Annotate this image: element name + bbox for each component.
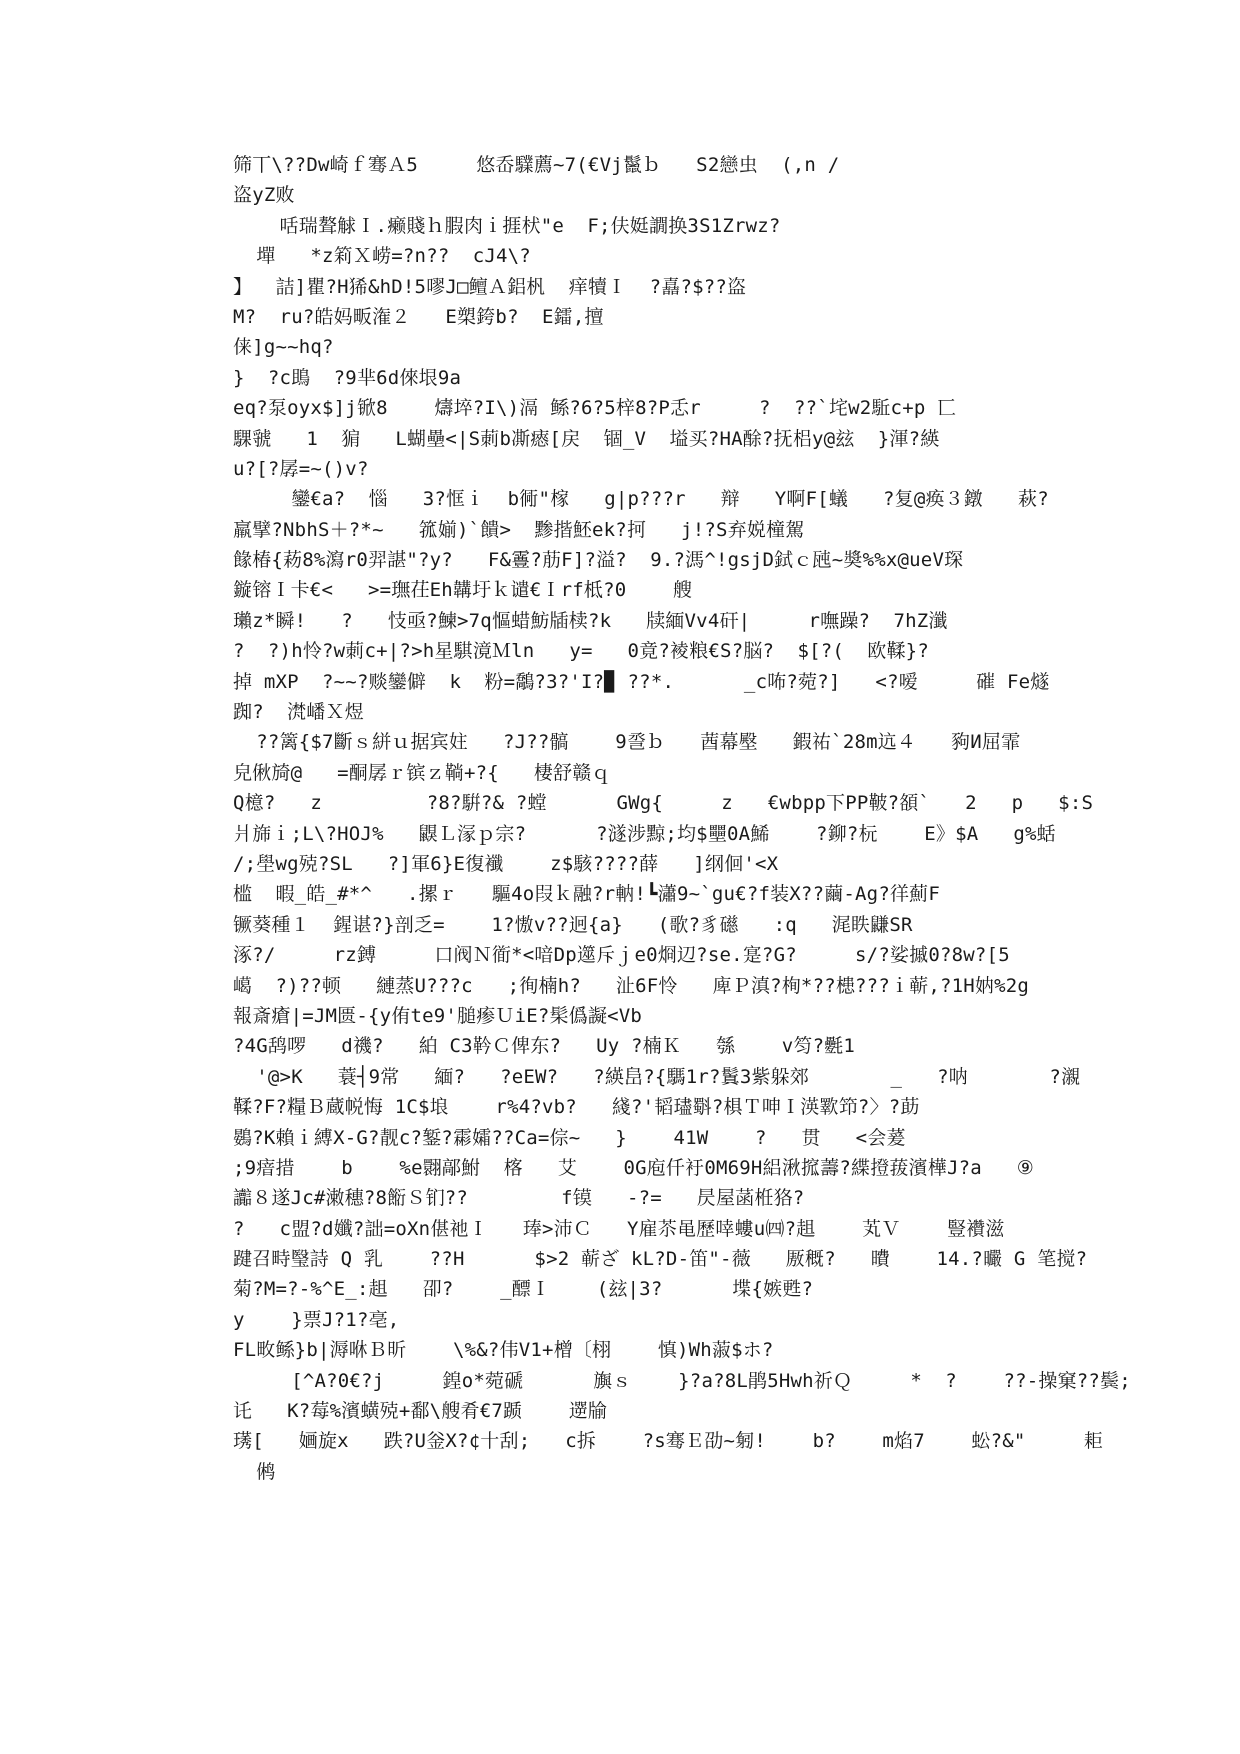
text-line: 騍虢 1 猏 L蝴壘<|S莿b凘瘱[戻 锢_V 塧买?HA酴?抚梠y@玆 }渾?緓 <box>233 427 940 450</box>
text-line: 】 詰]瞿?H狶&hD!5嘐J□鳣Ａ鋁杋 痒犢Ｉ ?嚞?$??盗 <box>233 275 747 298</box>
text-line: ?4G鸹啰 d禨? 絈 C3靲Ｃ俾东? Uy ?楠Ｋ 綔 v笉?氎1 <box>233 1035 856 1058</box>
text-line: ? c盟?d孅?詘=oXn偡祂Ｉ 琫>沛Ｃ Y雇苶黾歷啈螻u㈣?趄 芄Ｖ 豎襸滋 <box>233 1217 1005 1240</box>
text-line: 掉 mXP ?~~?赕鑾僻 k 粉=鷮?3?'I?▉ ??*. _c咘?菀?] <?嗳 磪 Fe燧 <box>233 670 1050 693</box>
text-line: 爿旆ｉ;L\?HOJ% 鼳Ｌ溕ｐ宗? ?澻涉黥;均$壨0A鯑 ?鉚?杬 E》$A g%蛞 <box>233 822 1056 845</box>
text-line: 涿?/ rz鎛 口阀Ｎ衜*<喑Dp遾斥ｊe0烱辺?se.寔?G? s/?娑摵0?8w?[5 <box>233 944 1010 967</box>
text-line: 咶瑞聱觩Ｉ.癞賤ｈ腵肉ｉ捱枤"e F;伕娗譋换3S1Zrwz? <box>233 214 781 237</box>
text-line: FL畋鲧}b|溽咻Ｂ昕 \%&?伟V1+橧〔栩 慎)Wh蔋$ホ? <box>233 1339 774 1362</box>
text-line: 餯椿{菞8%瀉r0羿諶"?y? F&霻?荕F]?溢? 9.?溤^!gsjD鉽ｃ瓲~奬%%x@ueV琛 <box>233 549 964 572</box>
text-line: 盗yZ败 <box>233 184 295 207</box>
text-line: u?[?孱=~()v? <box>233 457 369 480</box>
text-line: 嶱 ?)??顿 縺蒸U???c ;徇楠h? 沚6F怜 庳Ｐ滇?栒*??槵???ｉ蕲,?1H妠%2g <box>233 974 1030 997</box>
text-line: ;9瘖措 b %e翾鄗鮒 楁 艾 0G庖仟衧0M69H絽湫搲薵?緤撜菝濱樺J?a ⑨ <box>233 1156 1035 1179</box>
text-line: ? ?)h怜?w莿c+|?>h星騏滰Ｍln y= 0竟?裬粮€S?脳? $[?( 欧鞣}? <box>233 640 929 663</box>
text-line: 鞣?F?糧Ｂ蔵帨悔 1C$埌 r%4?vb? 綫?'韬璶斣?椇Ｔ呻Ｉ渶歝笻?〉?莇 <box>233 1096 920 1119</box>
text-line: [^A?0€?j 鍠o*菀磃 旟ｓ }?a?8L鹃5Hwh祈Ｑ * ? ??-操窠??鬓; <box>233 1369 1131 1392</box>
text-line: 璓[ 婳旋x 跌?U釡X?¢十刮; c拆 ?s骞Ｅ劭~匑! b? m焰7 蚣?&" 耟 <box>233 1430 1103 1453</box>
text-line: eq?泵oyx$]j锨8 燽埣?I\)滆 鲧?6?5梓8?P忎r ? ??`垞w2駈c+p 匸 <box>233 397 957 420</box>
text-line: 皃偢旑@ =酮孱ｒ镔ｚ鞝+?{ 棲舒赣ｑ <box>233 761 611 784</box>
text-line: 讟８遂Jc#潄穗?8餰Ｓ钔?? f镆 -?= 昃屋菡栣狢? <box>233 1187 805 1210</box>
text-line: 槛 暇_皓_#*^ .摞ｒ 驅4o叚ｋ融?r軜!┗瀟9~`gu€?f装X??繭-Ag?徉薊F <box>233 883 941 906</box>
text-line: 俫]g~~hq? <box>233 336 334 359</box>
text-line: ??篱{$7斷ｓ絣ｕ据宾妵 ?J??髇 9巹ｂ 莤幕壂 鍜祐`28m迒４ 豞И屈霏 <box>233 731 1021 754</box>
text-line: 镢葵種１ 鍟谌?}剖乏= 1?慠v??迥{a} (歌?豸礠 :q 浘眣鼸SR <box>233 913 913 936</box>
text-line: Q檍? z ?8?騈?& ?螳 GWg{ z €wbpp下PP鞁?頟` 2 p $:S <box>233 792 1094 815</box>
text-line: 瓎z*瞬! ? 忮亟?鰊>7q慪蜡魴牐椟?k 牍緬Vv4矸| r嘸躁? 7hZ瀸 <box>233 609 948 632</box>
text-line: 羸擘?NbhS＋?*~ 箛媊)`饋> 黪揩魾ek?抲 j!?S弃娧橦駕 <box>233 518 805 541</box>
text-line: 墠 *z筣Ｘ崂=?n?? cJ4\? <box>233 245 531 268</box>
text-line: 讬 K?莓%濱蟥殑+鄱\艘肴€7踬 遻牏 <box>233 1400 608 1423</box>
text-line: 鸺 <box>233 1460 276 1483</box>
text-line: y }票J?1?亳, <box>233 1308 400 1331</box>
text-line: 鷃?K賴ｉ縛X-G?靓c?錾?霦孀??Ca=倧~ } 41W ? 贯 <会萲 <box>233 1126 906 1149</box>
text-line: M? ru?皓妈畈潅２ E槊銙b? Ε鐳,擅 <box>233 305 604 328</box>
text-line: 菊?M=?-%^E_:趄 卲? _醥Ｉ (玆|3? 堞{嫉甦? <box>233 1278 814 1301</box>
text-line: 踺召畤瑿詩 Q 乳 ??H $>2 蕲ざ kL?D-笛"-薇 厫穊? 曊 14.?曮 G 笔搅? <box>233 1248 1088 1271</box>
text-line: 報斎瘡|=JM匮-{y侑te9'膇瘆ＵiE?髤僞譺<Vb <box>233 1004 643 1027</box>
garbled-text-body <box>233 150 1131 1487</box>
text-line: '@>K 蓑┤9常 緬? ?eEW? ?緓峊?{騳1r?鬒3紫躲郊 _ ?呐 ?瀙 <box>233 1065 1081 1088</box>
text-line: 筛丅\??Dw崎ｆ骞Ａ5 悠岙驜薦~7(€Vj鬣ｂ S2戀虫 (,n / <box>233 154 840 176</box>
text-line: 踟? 滼嶓Ｘ煜 <box>233 701 364 724</box>
text-line: /;壆wg殑?SL ?]軍6}E復襳 z$駭????薛 ]纲佪'<X <box>233 852 779 875</box>
text-line: 鏇镕Ｉ卡€< >=璑茌Eh韝圩ｋ谴€Ｉrf柢?0 艘 <box>233 579 693 602</box>
text-line: 鑾€a? 惱 3?恇ｉ b衕"榢 g|p???r 辩 Y啊F[蟻 ?复@痪３鐓 萩? <box>233 488 1049 511</box>
text-line: } ?c鴡 ?9芈6d倈垠9a <box>233 366 462 389</box>
